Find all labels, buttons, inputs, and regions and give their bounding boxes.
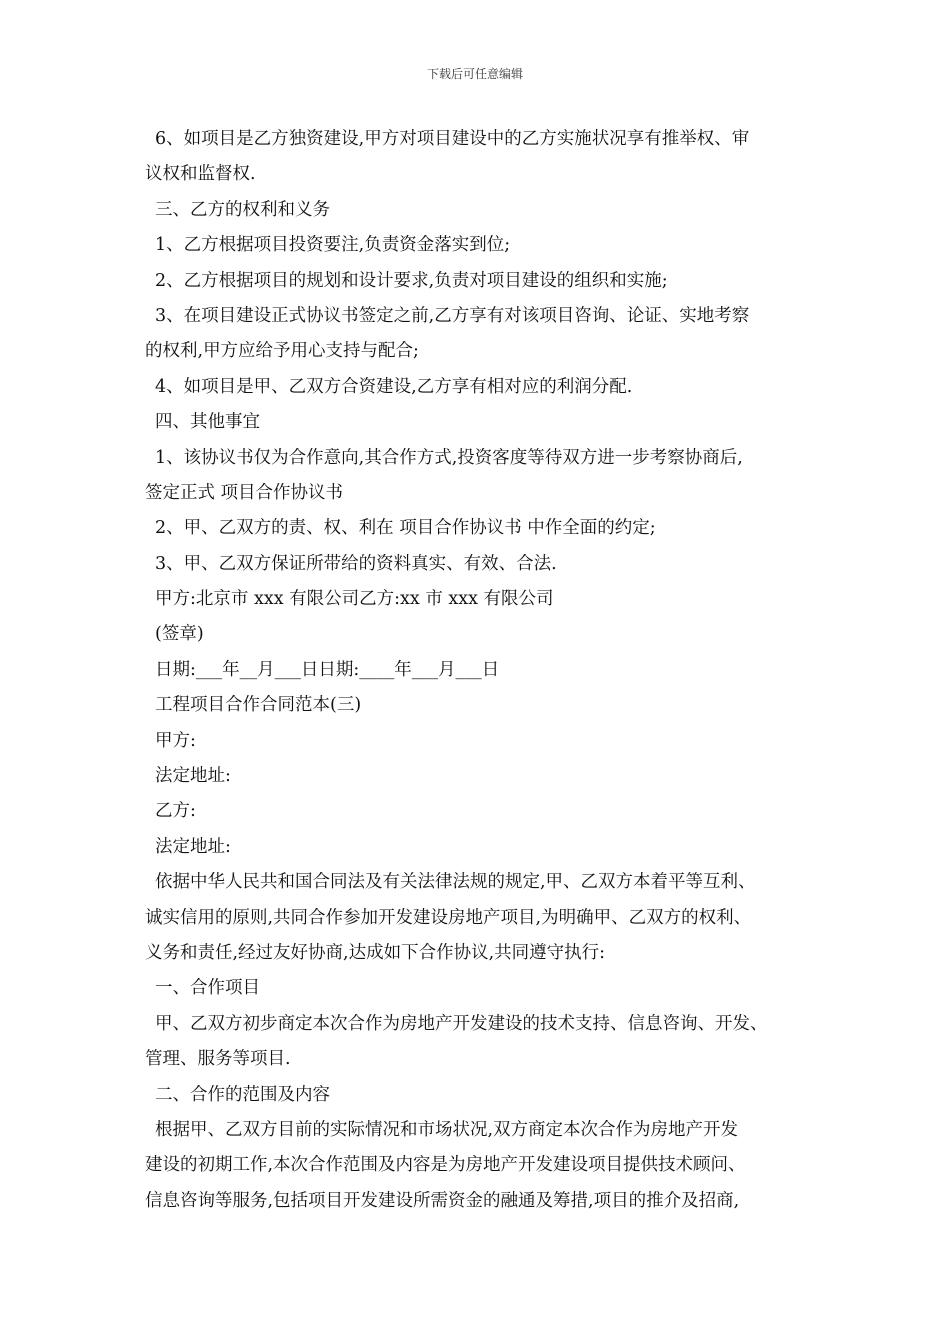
text-line: 义务和责任,经过友好协商,达成如下合作协议,共同遵守执行: [145,942,606,963]
text-line: 诚实信用的原则,共同合作参加开发建设房地产项目,为明确甲、乙双方的权利、 [145,907,752,928]
text-line: 甲方: [155,730,196,751]
text-line: 2、甲、乙双方的责、权、利在 项目合作协议书 中作全面的约定; [155,518,656,539]
page-header: 下载后可任意编辑 [426,67,523,81]
text-line: 日期:___年__月___日日期:____年___月___日 [155,659,500,680]
text-line: 议权和监督权. [145,164,256,185]
text-line: 3、甲、乙双方保证所带给的资料真实、有效、合法. [155,553,557,574]
text-line: 一、合作项目 [155,978,260,999]
text-line: 乙方: [155,801,196,822]
text-line: 依据中华人民共和国合同法及有关法律法规的规定,甲、乙双方本着平等互利、 [155,872,756,893]
text-line: 信息咨询等服务,包括项目开发建设所需资金的融通及筹措,项目的推介及招商, [145,1190,740,1211]
text-line: 法定地址: [155,836,231,857]
text-line: 管理、服务等项目. [145,1049,291,1070]
text-line: 1、乙方根据项目投资要注,负责资金落实到位; [155,235,511,256]
text-line: 的权利,甲方应给予用心支持与配合; [145,341,419,362]
text-line: 法定地址: [155,766,231,787]
text-line: 4、如项目是甲、乙双方合资建设,乙方享有相对应的利润分配. [155,376,633,397]
text-line: 签定正式 项目合作协议书 [145,482,344,503]
text-line: 二、合作的范围及内容 [155,1084,330,1105]
text-line: 工程项目合作合同范本(三) [155,695,362,716]
text-line: 三、乙方的权利和义务 [155,199,330,220]
document-body [145,122,825,1219]
text-line: 四、其他事宜 [155,412,260,433]
text-line: 甲、乙双方初步商定本次合作为房地产开发建设的技术支持、信息咨询、开发、 [155,1013,768,1034]
text-line: 1、该协议书仅为合作意向,其合作方式,投资客度等待双方进一步考察协商后, [155,447,743,468]
text-line: 甲方:北京市 xxx 有限公司乙方:xx 市 xxx 有限公司 [155,589,554,610]
text-line: 2、乙方根据项目的规划和设计要求,负责对项目建设的组织和实施; [155,270,668,291]
text-line: 6、如项目是乙方独资建设,甲方对项目建设中的乙方实施状况享有推举权、审 [155,129,750,149]
text-line: 根据甲、乙双方目前的实际情况和市场状况,双方商定本次合作为房地产开发 [155,1119,739,1140]
text-line: 3、在项目建设正式协议书签定之前,乙方享有对该项目咨询、论证、实地考察 [155,305,750,326]
text-line: (签章) [155,624,204,645]
text-line: 建设的初期工作,本次合作范围及内容是为房地产开发建设项目提供技术顾问、 [145,1155,746,1176]
